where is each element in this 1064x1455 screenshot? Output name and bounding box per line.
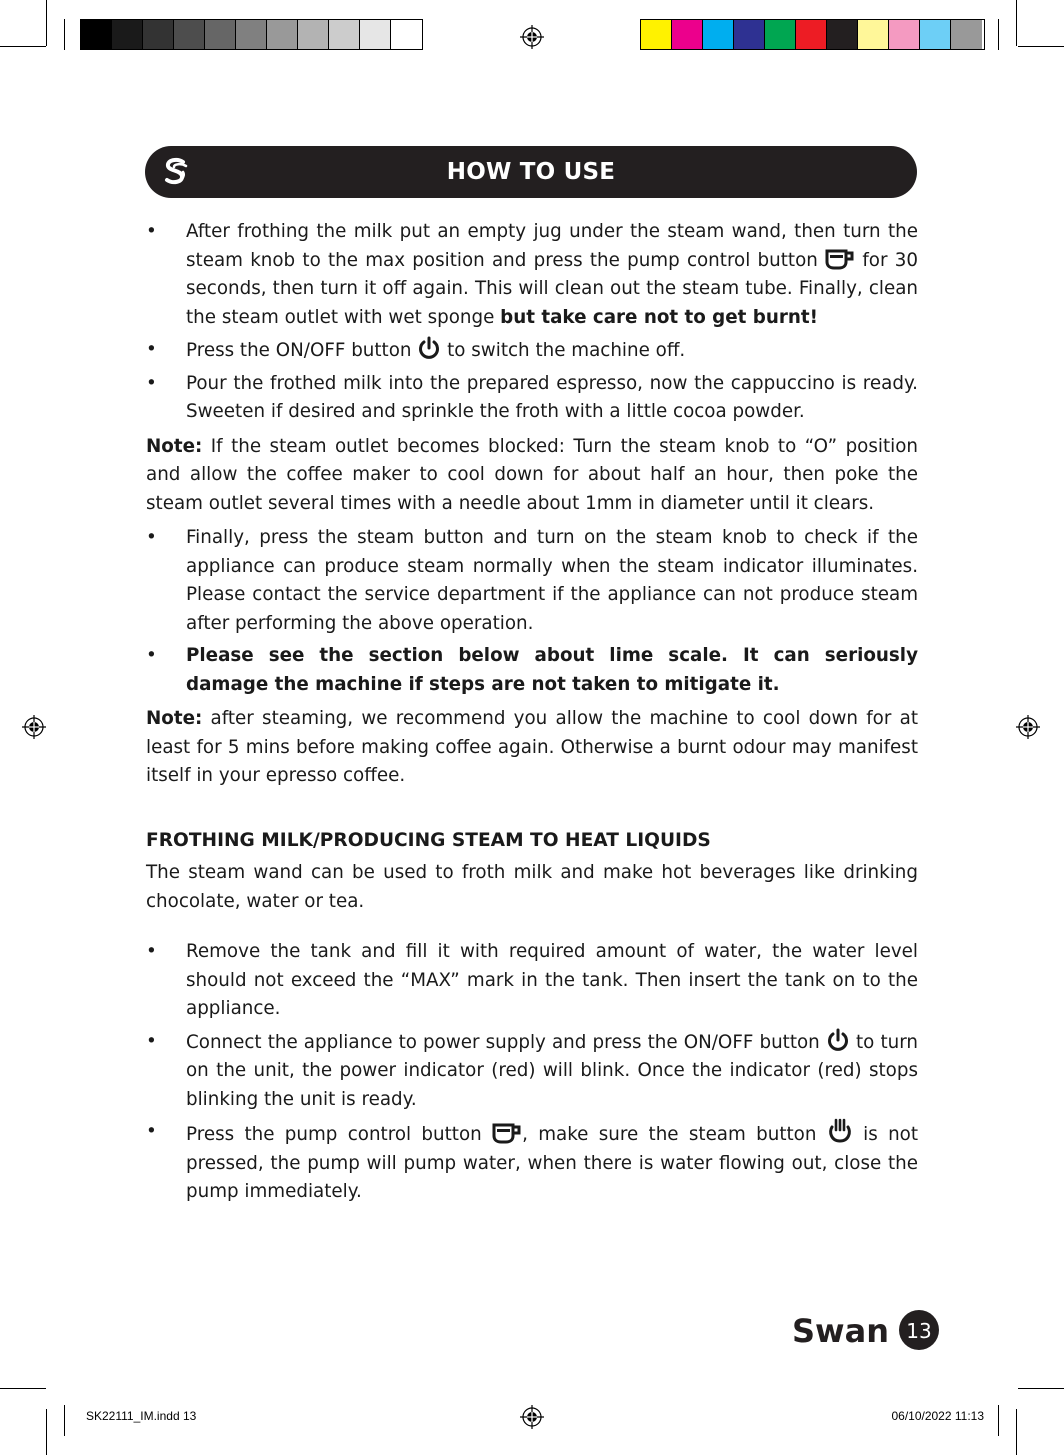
steam-button-icon	[827, 1118, 853, 1144]
crop-mark	[64, 19, 65, 50]
footer-date: 06/10/2022 11:13	[891, 1409, 984, 1423]
registration-mark-icon	[1016, 715, 1040, 739]
crop-mark	[1016, 0, 1017, 46]
crop-mark	[0, 46, 46, 47]
power-icon	[826, 1028, 850, 1052]
registration-mark-icon	[520, 1405, 544, 1429]
color-swatch	[641, 20, 672, 49]
list-item: • Finally, press the steam button and turn on the steam knob to check if the appliance can produce steam normally when the steam indicator illuminates. Please contact the service department if the appliance can not produce steam after performing the above operation.	[146, 524, 918, 638]
list-item: • After frothing the milk put an empty jug under the steam wand, then turn the steam knob to the max position and press the pump control button for 30 seconds, then turn it off again. This will clean out the steam tube. Finally, clean the steam outlet with wet sponge but take care not to get burnt!	[146, 218, 918, 332]
svg-text:Swan: Swan	[792, 1312, 889, 1350]
section-heading: FROTHING MILK/PRODUCING STEAM TO HEAT LIQUIDS	[146, 829, 711, 851]
note-paragraph: Note: after steaming, we recommend you allow the machine to cool down for at least for 5 mins before making coffee again. Otherwise a burnt odour may manifest itself in your epresso coffee.	[146, 708, 918, 786]
color-swatch	[112, 20, 143, 49]
power-icon	[417, 336, 441, 360]
page-number: 13	[906, 1319, 932, 1343]
color-swatch	[858, 20, 889, 49]
color-swatch	[205, 20, 236, 49]
list-item: • Press the pump control button , make sure the steam button is not pressed, the pump will pump water, when there is water flowing out, close the pump immediately.	[146, 1118, 918, 1207]
color-swatch	[391, 20, 422, 49]
gray-calibration-bar	[80, 19, 423, 50]
swan-brand-logo	[792, 1309, 942, 1353]
list-item: • Please see the section below about lime scale. It can seriously damage the machine if steps are not taken to mitigate it.	[146, 642, 918, 699]
crop-mark	[46, 0, 47, 46]
color-swatch	[703, 20, 734, 49]
registration-mark-icon	[22, 715, 46, 739]
color-swatch	[920, 20, 951, 49]
pump-button-icon	[825, 248, 855, 270]
color-swatch	[174, 20, 205, 49]
crop-mark	[1016, 1409, 1017, 1455]
color-swatch	[734, 20, 765, 49]
color-swatch	[329, 20, 360, 49]
crop-mark	[64, 1405, 65, 1436]
color-swatch	[236, 20, 267, 49]
instructions-body	[146, 218, 918, 1211]
crop-mark	[998, 1405, 999, 1436]
color-swatch	[81, 20, 112, 49]
color-calibration-bar	[640, 19, 985, 50]
section-intro: The steam wand can be used to froth milk and make hot beverages like drinking chocolate, water or tea.	[146, 862, 918, 912]
color-swatch	[889, 20, 920, 49]
color-swatch	[765, 20, 796, 49]
color-swatch	[143, 20, 174, 49]
note-paragraph: Note: If the steam outlet becomes blocked: Turn the steam knob to “O” position and allow the coffee maker to cool down for about half an hour, then poke the steam outlet several times with a needle about 1mm in diameter until it clears.	[146, 435, 918, 514]
list-item: • Press the ON/OFF button to switch the machine off.	[146, 336, 918, 366]
crop-mark	[1018, 46, 1064, 47]
registration-mark-icon	[520, 25, 544, 49]
color-swatch	[951, 20, 982, 49]
color-swatch	[827, 20, 858, 49]
list-item: • Pour the frothed milk into the prepared espresso, now the cappuccino is ready. Sweeten if desired and sprinkle the froth with a little cocoa powder.	[146, 370, 918, 427]
footer-file: SK22111_IM.indd 13	[86, 1409, 197, 1423]
crop-mark	[998, 19, 999, 50]
color-swatch	[796, 20, 827, 49]
color-swatch	[298, 20, 329, 49]
list-item: • Remove the tank and fill it with required amount of water, the water level should not exceed the “MAX” mark in the tank. Then insert the tank on to the appliance.	[146, 938, 918, 1024]
page-title: HOW TO USE	[446, 159, 616, 185]
color-swatch	[672, 20, 703, 49]
color-swatch	[360, 20, 391, 49]
crop-mark	[0, 1388, 46, 1389]
section-header	[145, 146, 917, 198]
color-swatch	[267, 20, 298, 49]
pump-button-icon	[492, 1122, 522, 1144]
crop-mark	[1018, 1388, 1064, 1389]
list-item: • Connect the appliance to power supply and press the ON/OFF button to turn on the unit, the power indicator (red) will blink. Once the indicator (red) stops blinking the unit is ready.	[146, 1028, 918, 1115]
crop-mark	[46, 1409, 47, 1455]
